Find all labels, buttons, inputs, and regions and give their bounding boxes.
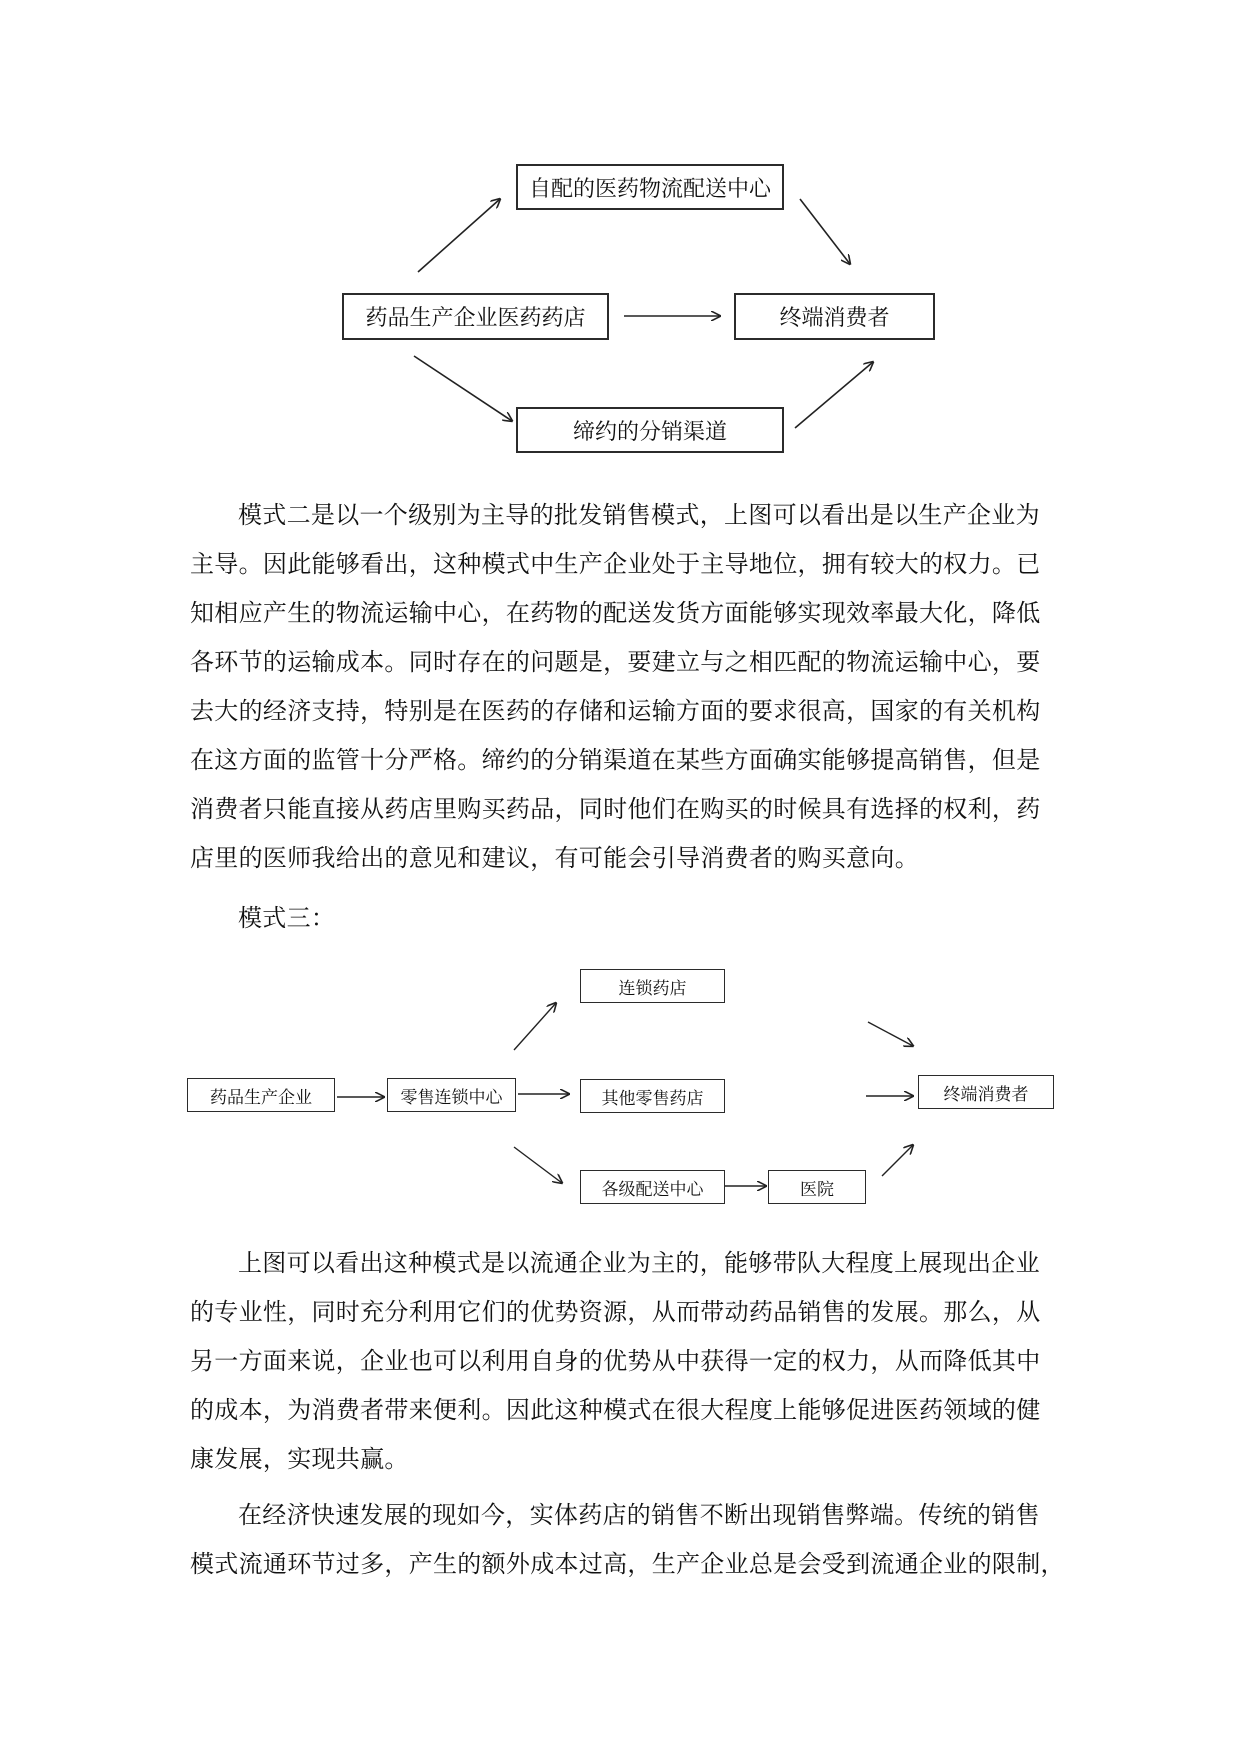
node-retail-chain-center: 零售连锁中心 — [387, 1078, 516, 1112]
arrow-left-to-bottom — [414, 356, 512, 421]
text-line: 的成本，为消费者带来便利。因此这种模式在很大程度上能够促进医药领域的健 — [190, 1396, 1041, 1424]
node-end-consumer: 终端消费者 — [734, 293, 935, 340]
node-end-consumer-2: 终端消费者 — [918, 1075, 1054, 1109]
node-producer-pharmacy: 药品生产企业医药药店 — [342, 293, 609, 340]
text-line: 店里的医师我给出的意见和建议，有可能会引导消费者的购买意向。 — [190, 844, 919, 872]
text-line: 模式二是以一个级别为主导的批发销售模式，上图可以看出是以生产企业为 — [238, 501, 1040, 529]
paragraph-mode-three — [190, 1239, 1050, 1484]
text-line: 的专业性，同时充分利用它们的优势资源，从而带动药品销售的发展。那么，从 — [190, 1298, 1041, 1326]
text-line: 知相应产生的物流运输中心，在药物的配送发货方面能够实现效率最大化，降低 — [190, 599, 1041, 627]
arrow-bottom-to-right — [795, 362, 873, 428]
text-line: 模式流通环节过多，产生的额外成本过高，生产企业总是会受到流通企业的限制， — [190, 1550, 1065, 1578]
node-self-logistics-center: 自配的医药物流配送中心 — [516, 164, 784, 210]
arrow-retail-to-distribution — [514, 1147, 562, 1183]
text-line: 消费者只能直接从药店里购买药品，同时他们在购买的时候具有选择的权利，药 — [190, 795, 1041, 823]
text-line: 去大的经济支持，特别是在医药的存储和运输方面的要求很高，国家的有关机构 — [190, 697, 1041, 725]
node-contract-distribution: 缔约的分销渠道 — [516, 407, 784, 453]
arrow-center-to-right — [800, 199, 850, 264]
paragraph-economy — [190, 1491, 1065, 1589]
arrow-hospital-to-consumer — [882, 1145, 913, 1176]
node-distribution-centers: 各级配送中心 — [580, 1170, 725, 1204]
arrow-left-to-center — [418, 199, 500, 272]
text-line: 在经济快速发展的现如今，实体药店的销售不断出现销售弊端。传统的销售 — [238, 1501, 1040, 1529]
text-line: 各环节的运输成本。同时存在的问题是，要建立与之相匹配的物流运输中心，要 — [190, 648, 1041, 676]
node-other-retail-pharmacy: 其他零售药店 — [580, 1079, 725, 1113]
node-pharma-producer: 药品生产企业 — [187, 1078, 335, 1112]
text-line: 另一方面来说，企业也可以利用自身的优势从中获得一定的权力，从而降低其中 — [190, 1347, 1041, 1375]
text-line: 康发展，实现共赢。 — [190, 1445, 409, 1473]
paragraph-mode-two — [190, 491, 1050, 883]
heading-text: 模式三： — [238, 904, 336, 932]
text-line: 上图可以看出这种模式是以流通企业为主的，能够带队大程度上展现出企业 — [238, 1249, 1040, 1277]
node-chain-pharmacy: 连锁药店 — [580, 969, 725, 1003]
text-line: 在这方面的监管十分严格。缔约的分销渠道在某些方面确实能够提高销售，但是 — [190, 746, 1041, 774]
node-hospital: 医院 — [768, 1170, 866, 1204]
text-line: 主导。因此能够看出，这种模式中生产企业处于主导地位，拥有较大的权力。已 — [190, 550, 1041, 578]
arrow-chain-to-consumer — [868, 1022, 913, 1046]
arrow-retail-to-chain — [514, 1003, 556, 1050]
heading-mode-three — [190, 894, 1050, 943]
